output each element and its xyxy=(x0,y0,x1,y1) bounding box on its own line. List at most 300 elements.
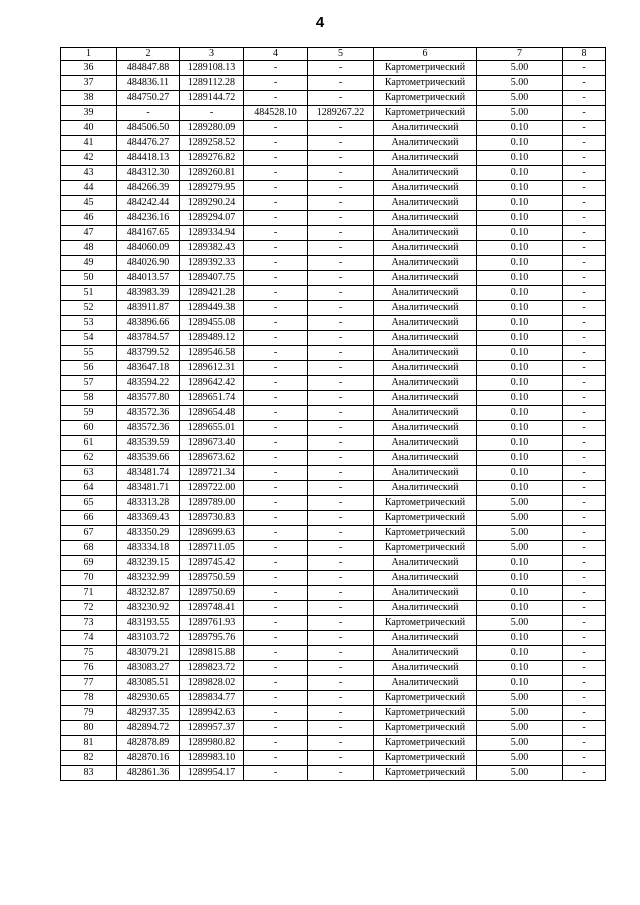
cell-y-coordinate-alt: - xyxy=(308,451,374,466)
cell-x-coordinate: 482878.89 xyxy=(117,736,180,751)
cell-point-number: 66 xyxy=(61,511,117,526)
cell-y-coordinate-alt: - xyxy=(308,541,374,556)
cell-y-coordinate: 1289421.28 xyxy=(180,286,244,301)
cell-note: - xyxy=(563,61,606,76)
table-row xyxy=(61,496,606,511)
cell-y-coordinate: 1289750.59 xyxy=(180,571,244,586)
cell-x-coordinate-alt: - xyxy=(244,271,308,286)
cell-x-coordinate: 484060.09 xyxy=(117,241,180,256)
cell-point-number: 78 xyxy=(61,691,117,706)
cell-method: Картометрический xyxy=(374,691,477,706)
cell-point-number: 67 xyxy=(61,526,117,541)
cell-y-coordinate-alt: - xyxy=(308,61,374,76)
cell-point-number: 69 xyxy=(61,556,117,571)
cell-x-coordinate: 484750.27 xyxy=(117,91,180,106)
cell-point-number: 56 xyxy=(61,361,117,376)
cell-x-coordinate-alt: - xyxy=(244,511,308,526)
cell-note: - xyxy=(563,421,606,436)
cell-y-coordinate-alt: - xyxy=(308,406,374,421)
cell-y-coordinate: 1289834.77 xyxy=(180,691,244,706)
cell-point-number: 74 xyxy=(61,631,117,646)
column-header-3: 3 xyxy=(180,48,244,61)
cell-method: Аналитический xyxy=(374,226,477,241)
cell-accuracy: 0.10 xyxy=(477,256,563,271)
table-row xyxy=(61,766,606,781)
cell-y-coordinate-alt: - xyxy=(308,766,374,781)
cell-accuracy: 0.10 xyxy=(477,631,563,646)
cell-y-coordinate-alt: - xyxy=(308,616,374,631)
cell-y-coordinate: 1289651.74 xyxy=(180,391,244,406)
cell-accuracy: 0.10 xyxy=(477,661,563,676)
cell-point-number: 51 xyxy=(61,286,117,301)
cell-x-coordinate: 483230.92 xyxy=(117,601,180,616)
cell-accuracy: 5.00 xyxy=(477,496,563,511)
cell-y-coordinate: 1289730.83 xyxy=(180,511,244,526)
table-row xyxy=(61,541,606,556)
cell-note: - xyxy=(563,631,606,646)
cell-method: Аналитический xyxy=(374,136,477,151)
cell-note: - xyxy=(563,451,606,466)
cell-note: - xyxy=(563,316,606,331)
cell-point-number: 36 xyxy=(61,61,117,76)
column-header-5: 5 xyxy=(308,48,374,61)
cell-accuracy: 0.10 xyxy=(477,181,563,196)
table-row xyxy=(61,361,606,376)
cell-accuracy: 5.00 xyxy=(477,691,563,706)
cell-x-coordinate-alt: - xyxy=(244,196,308,211)
cell-x-coordinate: 483079.21 xyxy=(117,646,180,661)
table-row xyxy=(61,511,606,526)
cell-x-coordinate-alt: - xyxy=(244,136,308,151)
cell-method: Аналитический xyxy=(374,181,477,196)
table-body xyxy=(61,61,606,781)
cell-y-coordinate: 1289455.08 xyxy=(180,316,244,331)
cell-x-coordinate-alt: - xyxy=(244,616,308,631)
cell-y-coordinate: 1289980.82 xyxy=(180,736,244,751)
cell-x-coordinate: 483232.99 xyxy=(117,571,180,586)
cell-point-number: 57 xyxy=(61,376,117,391)
cell-x-coordinate: 484847.88 xyxy=(117,61,180,76)
cell-method: Аналитический xyxy=(374,586,477,601)
cell-y-coordinate: 1289392.33 xyxy=(180,256,244,271)
table-row xyxy=(61,481,606,496)
cell-accuracy: 5.00 xyxy=(477,106,563,121)
coordinates-table xyxy=(60,47,606,781)
cell-y-coordinate-alt: - xyxy=(308,361,374,376)
cell-method: Аналитический xyxy=(374,166,477,181)
table-row xyxy=(61,121,606,136)
cell-point-number: 65 xyxy=(61,496,117,511)
cell-note: - xyxy=(563,691,606,706)
table-row xyxy=(61,376,606,391)
cell-method: Аналитический xyxy=(374,451,477,466)
cell-point-number: 64 xyxy=(61,481,117,496)
table-row xyxy=(61,91,606,106)
cell-point-number: 38 xyxy=(61,91,117,106)
cell-x-coordinate-alt: - xyxy=(244,691,308,706)
cell-x-coordinate-alt: - xyxy=(244,361,308,376)
cell-y-coordinate: 1289711.05 xyxy=(180,541,244,556)
cell-y-coordinate-alt: - xyxy=(308,466,374,481)
cell-x-coordinate-alt: - xyxy=(244,151,308,166)
cell-x-coordinate-alt: - xyxy=(244,301,308,316)
cell-x-coordinate-alt: - xyxy=(244,286,308,301)
cell-x-coordinate-alt: - xyxy=(244,751,308,766)
cell-y-coordinate-alt: - xyxy=(308,601,374,616)
cell-accuracy: 5.00 xyxy=(477,736,563,751)
cell-x-coordinate: 483103.72 xyxy=(117,631,180,646)
page-number: 4 xyxy=(315,14,325,31)
cell-note: - xyxy=(563,376,606,391)
cell-y-coordinate: 1289546.58 xyxy=(180,346,244,361)
cell-method: Аналитический xyxy=(374,676,477,691)
cell-point-number: 73 xyxy=(61,616,117,631)
cell-y-coordinate-alt: - xyxy=(308,271,374,286)
cell-y-coordinate: 1289745.42 xyxy=(180,556,244,571)
cell-x-coordinate-alt: - xyxy=(244,166,308,181)
cell-accuracy: 0.10 xyxy=(477,151,563,166)
table-row xyxy=(61,241,606,256)
cell-note: - xyxy=(563,271,606,286)
cell-y-coordinate-alt: - xyxy=(308,526,374,541)
cell-y-coordinate-alt: - xyxy=(308,631,374,646)
cell-x-coordinate-alt: - xyxy=(244,481,308,496)
cell-x-coordinate: 483350.29 xyxy=(117,526,180,541)
cell-point-number: 81 xyxy=(61,736,117,751)
cell-x-coordinate: 483481.74 xyxy=(117,466,180,481)
cell-point-number: 60 xyxy=(61,421,117,436)
cell-accuracy: 5.00 xyxy=(477,706,563,721)
cell-x-coordinate-alt: - xyxy=(244,571,308,586)
cell-y-coordinate: 1289612.31 xyxy=(180,361,244,376)
cell-y-coordinate: 1289276.82 xyxy=(180,151,244,166)
table-row xyxy=(61,76,606,91)
cell-accuracy: 0.10 xyxy=(477,466,563,481)
cell-method: Картометрический xyxy=(374,751,477,766)
cell-y-coordinate: 1289983.10 xyxy=(180,751,244,766)
cell-x-coordinate: 484167.65 xyxy=(117,226,180,241)
cell-x-coordinate-alt: - xyxy=(244,676,308,691)
table-row xyxy=(61,466,606,481)
cell-y-coordinate: - xyxy=(180,106,244,121)
cell-method: Аналитический xyxy=(374,331,477,346)
cell-y-coordinate-alt: - xyxy=(308,511,374,526)
cell-y-coordinate-alt: - xyxy=(308,376,374,391)
cell-note: - xyxy=(563,196,606,211)
cell-accuracy: 0.10 xyxy=(477,166,563,181)
cell-note: - xyxy=(563,661,606,676)
cell-y-coordinate-alt: - xyxy=(308,256,374,271)
cell-x-coordinate: 484836.11 xyxy=(117,76,180,91)
cell-y-coordinate-alt: - xyxy=(308,316,374,331)
table-row xyxy=(61,691,606,706)
cell-x-coordinate: 482930.65 xyxy=(117,691,180,706)
cell-y-coordinate: 1289823.72 xyxy=(180,661,244,676)
cell-x-coordinate-alt: - xyxy=(244,121,308,136)
table-row xyxy=(61,136,606,151)
table-row xyxy=(61,661,606,676)
cell-note: - xyxy=(563,736,606,751)
cell-x-coordinate: 484266.39 xyxy=(117,181,180,196)
cell-point-number: 83 xyxy=(61,766,117,781)
cell-note: - xyxy=(563,406,606,421)
cell-point-number: 71 xyxy=(61,586,117,601)
cell-x-coordinate: 483193.55 xyxy=(117,616,180,631)
cell-method: Картометрический xyxy=(374,766,477,781)
cell-y-coordinate-alt: - xyxy=(308,481,374,496)
cell-x-coordinate-alt: - xyxy=(244,391,308,406)
cell-y-coordinate-alt: - xyxy=(308,166,374,181)
cell-note: - xyxy=(563,571,606,586)
table-row xyxy=(61,646,606,661)
cell-x-coordinate-alt: - xyxy=(244,736,308,751)
cell-point-number: 52 xyxy=(61,301,117,316)
cell-x-coordinate: 484312.30 xyxy=(117,166,180,181)
table-row xyxy=(61,631,606,646)
cell-accuracy: 5.00 xyxy=(477,511,563,526)
cell-method: Картометрический xyxy=(374,91,477,106)
cell-note: - xyxy=(563,151,606,166)
cell-y-coordinate: 1289108.13 xyxy=(180,61,244,76)
cell-x-coordinate-alt: - xyxy=(244,541,308,556)
cell-accuracy: 0.10 xyxy=(477,556,563,571)
cell-x-coordinate-alt: - xyxy=(244,706,308,721)
table-row xyxy=(61,196,606,211)
cell-y-coordinate-alt: 1289267.22 xyxy=(308,106,374,121)
cell-x-coordinate-alt: - xyxy=(244,91,308,106)
cell-method: Картометрический xyxy=(374,736,477,751)
cell-y-coordinate-alt: - xyxy=(308,751,374,766)
cell-x-coordinate-alt: - xyxy=(244,436,308,451)
cell-accuracy: 0.10 xyxy=(477,346,563,361)
cell-y-coordinate-alt: - xyxy=(308,151,374,166)
cell-point-number: 59 xyxy=(61,406,117,421)
cell-x-coordinate: 483799.52 xyxy=(117,346,180,361)
cell-y-coordinate-alt: - xyxy=(308,346,374,361)
cell-y-coordinate-alt: - xyxy=(308,706,374,721)
cell-y-coordinate-alt: - xyxy=(308,76,374,91)
table-row xyxy=(61,751,606,766)
cell-x-coordinate-alt: 484528.10 xyxy=(244,106,308,121)
cell-y-coordinate: 1289654.48 xyxy=(180,406,244,421)
cell-x-coordinate-alt: - xyxy=(244,316,308,331)
cell-method: Аналитический xyxy=(374,631,477,646)
table-row xyxy=(61,421,606,436)
cell-y-coordinate-alt: - xyxy=(308,721,374,736)
cell-y-coordinate-alt: - xyxy=(308,496,374,511)
cell-note: - xyxy=(563,466,606,481)
cell-point-number: 55 xyxy=(61,346,117,361)
cell-point-number: 75 xyxy=(61,646,117,661)
cell-x-coordinate: 483539.66 xyxy=(117,451,180,466)
cell-point-number: 48 xyxy=(61,241,117,256)
cell-note: - xyxy=(563,676,606,691)
cell-y-coordinate-alt: - xyxy=(308,331,374,346)
cell-accuracy: 5.00 xyxy=(477,91,563,106)
cell-point-number: 54 xyxy=(61,331,117,346)
cell-accuracy: 5.00 xyxy=(477,766,563,781)
cell-method: Картометрический xyxy=(374,616,477,631)
cell-y-coordinate: 1289750.69 xyxy=(180,586,244,601)
cell-accuracy: 0.10 xyxy=(477,436,563,451)
column-header-6: 6 xyxy=(374,48,477,61)
table-row xyxy=(61,301,606,316)
cell-x-coordinate-alt: - xyxy=(244,181,308,196)
cell-method: Аналитический xyxy=(374,466,477,481)
cell-note: - xyxy=(563,286,606,301)
cell-point-number: 45 xyxy=(61,196,117,211)
cell-x-coordinate: 483577.80 xyxy=(117,391,180,406)
cell-note: - xyxy=(563,481,606,496)
cell-note: - xyxy=(563,136,606,151)
cell-y-coordinate-alt: - xyxy=(308,91,374,106)
cell-y-coordinate: 1289279.95 xyxy=(180,181,244,196)
table-row xyxy=(61,601,606,616)
cell-note: - xyxy=(563,511,606,526)
cell-x-coordinate: 483369.43 xyxy=(117,511,180,526)
cell-point-number: 80 xyxy=(61,721,117,736)
cell-accuracy: 0.10 xyxy=(477,481,563,496)
cell-x-coordinate-alt: - xyxy=(244,406,308,421)
cell-accuracy: 5.00 xyxy=(477,76,563,91)
cell-accuracy: 5.00 xyxy=(477,61,563,76)
cell-point-number: 77 xyxy=(61,676,117,691)
cell-y-coordinate-alt: - xyxy=(308,691,374,706)
cell-note: - xyxy=(563,586,606,601)
table-row xyxy=(61,61,606,76)
cell-y-coordinate: 1289721.34 xyxy=(180,466,244,481)
table-row xyxy=(61,256,606,271)
cell-method: Аналитический xyxy=(374,481,477,496)
cell-x-coordinate: 483334.18 xyxy=(117,541,180,556)
cell-y-coordinate: 1289334.94 xyxy=(180,226,244,241)
cell-x-coordinate-alt: - xyxy=(244,451,308,466)
table-row xyxy=(61,526,606,541)
cell-note: - xyxy=(563,766,606,781)
cell-method: Картометрический xyxy=(374,106,477,121)
cell-x-coordinate: 483983.39 xyxy=(117,286,180,301)
cell-method: Аналитический xyxy=(374,436,477,451)
cell-y-coordinate-alt: - xyxy=(308,661,374,676)
cell-y-coordinate: 1289748.41 xyxy=(180,601,244,616)
column-header-7: 7 xyxy=(477,48,563,61)
cell-point-number: 58 xyxy=(61,391,117,406)
cell-y-coordinate: 1289112.28 xyxy=(180,76,244,91)
cell-note: - xyxy=(563,496,606,511)
cell-y-coordinate-alt: - xyxy=(308,571,374,586)
table-row xyxy=(61,331,606,346)
cell-y-coordinate: 1289280.09 xyxy=(180,121,244,136)
cell-accuracy: 0.10 xyxy=(477,241,563,256)
cell-x-coordinate: 483896.66 xyxy=(117,316,180,331)
cell-x-coordinate-alt: - xyxy=(244,466,308,481)
table-row xyxy=(61,676,606,691)
cell-accuracy: 0.10 xyxy=(477,376,563,391)
cell-accuracy: 0.10 xyxy=(477,361,563,376)
column-header-4: 4 xyxy=(244,48,308,61)
cell-accuracy: 0.10 xyxy=(477,136,563,151)
cell-y-coordinate-alt: - xyxy=(308,181,374,196)
cell-accuracy: 5.00 xyxy=(477,616,563,631)
cell-accuracy: 0.10 xyxy=(477,226,563,241)
cell-point-number: 62 xyxy=(61,451,117,466)
cell-note: - xyxy=(563,91,606,106)
cell-accuracy: 0.10 xyxy=(477,196,563,211)
cell-note: - xyxy=(563,616,606,631)
cell-y-coordinate-alt: - xyxy=(308,211,374,226)
cell-y-coordinate-alt: - xyxy=(308,391,374,406)
cell-y-coordinate: 1289699.63 xyxy=(180,526,244,541)
cell-point-number: 68 xyxy=(61,541,117,556)
cell-y-coordinate-alt: - xyxy=(308,136,374,151)
table-row xyxy=(61,736,606,751)
cell-accuracy: 0.10 xyxy=(477,211,563,226)
cell-x-coordinate-alt: - xyxy=(244,766,308,781)
cell-point-number: 72 xyxy=(61,601,117,616)
cell-x-coordinate: 484242.44 xyxy=(117,196,180,211)
table-row xyxy=(61,346,606,361)
cell-point-number: 42 xyxy=(61,151,117,166)
column-header-8: 8 xyxy=(563,48,606,61)
cell-method: Картометрический xyxy=(374,511,477,526)
cell-note: - xyxy=(563,211,606,226)
table-row xyxy=(61,571,606,586)
cell-method: Аналитический xyxy=(374,556,477,571)
cell-y-coordinate: 1289294.07 xyxy=(180,211,244,226)
cell-note: - xyxy=(563,646,606,661)
cell-method: Аналитический xyxy=(374,406,477,421)
column-header-2: 2 xyxy=(117,48,180,61)
cell-note: - xyxy=(563,241,606,256)
cell-method: Аналитический xyxy=(374,361,477,376)
table-row xyxy=(61,556,606,571)
cell-accuracy: 0.10 xyxy=(477,391,563,406)
cell-accuracy: 5.00 xyxy=(477,526,563,541)
cell-y-coordinate: 1289954.17 xyxy=(180,766,244,781)
table-row xyxy=(61,586,606,601)
table-row xyxy=(61,211,606,226)
cell-x-coordinate-alt: - xyxy=(244,661,308,676)
cell-note: - xyxy=(563,721,606,736)
cell-x-coordinate: 483539.59 xyxy=(117,436,180,451)
column-header-1: 1 xyxy=(61,48,117,61)
cell-accuracy: 0.10 xyxy=(477,676,563,691)
cell-y-coordinate: 1289673.40 xyxy=(180,436,244,451)
cell-note: - xyxy=(563,436,606,451)
cell-method: Аналитический xyxy=(374,421,477,436)
cell-y-coordinate-alt: - xyxy=(308,196,374,211)
cell-x-coordinate: 484013.57 xyxy=(117,271,180,286)
cell-x-coordinate: 482861.36 xyxy=(117,766,180,781)
cell-note: - xyxy=(563,181,606,196)
cell-point-number: 44 xyxy=(61,181,117,196)
cell-y-coordinate: 1289795.76 xyxy=(180,631,244,646)
cell-x-coordinate-alt: - xyxy=(244,631,308,646)
cell-y-coordinate: 1289144.72 xyxy=(180,91,244,106)
cell-method: Аналитический xyxy=(374,241,477,256)
cell-point-number: 50 xyxy=(61,271,117,286)
cell-x-coordinate: 484418.13 xyxy=(117,151,180,166)
table-row xyxy=(61,616,606,631)
cell-point-number: 43 xyxy=(61,166,117,181)
cell-note: - xyxy=(563,166,606,181)
cell-y-coordinate-alt: - xyxy=(308,301,374,316)
cell-point-number: 63 xyxy=(61,466,117,481)
cell-accuracy: 5.00 xyxy=(477,541,563,556)
cell-point-number: 39 xyxy=(61,106,117,121)
cell-method: Аналитический xyxy=(374,601,477,616)
cell-y-coordinate: 1289815.88 xyxy=(180,646,244,661)
